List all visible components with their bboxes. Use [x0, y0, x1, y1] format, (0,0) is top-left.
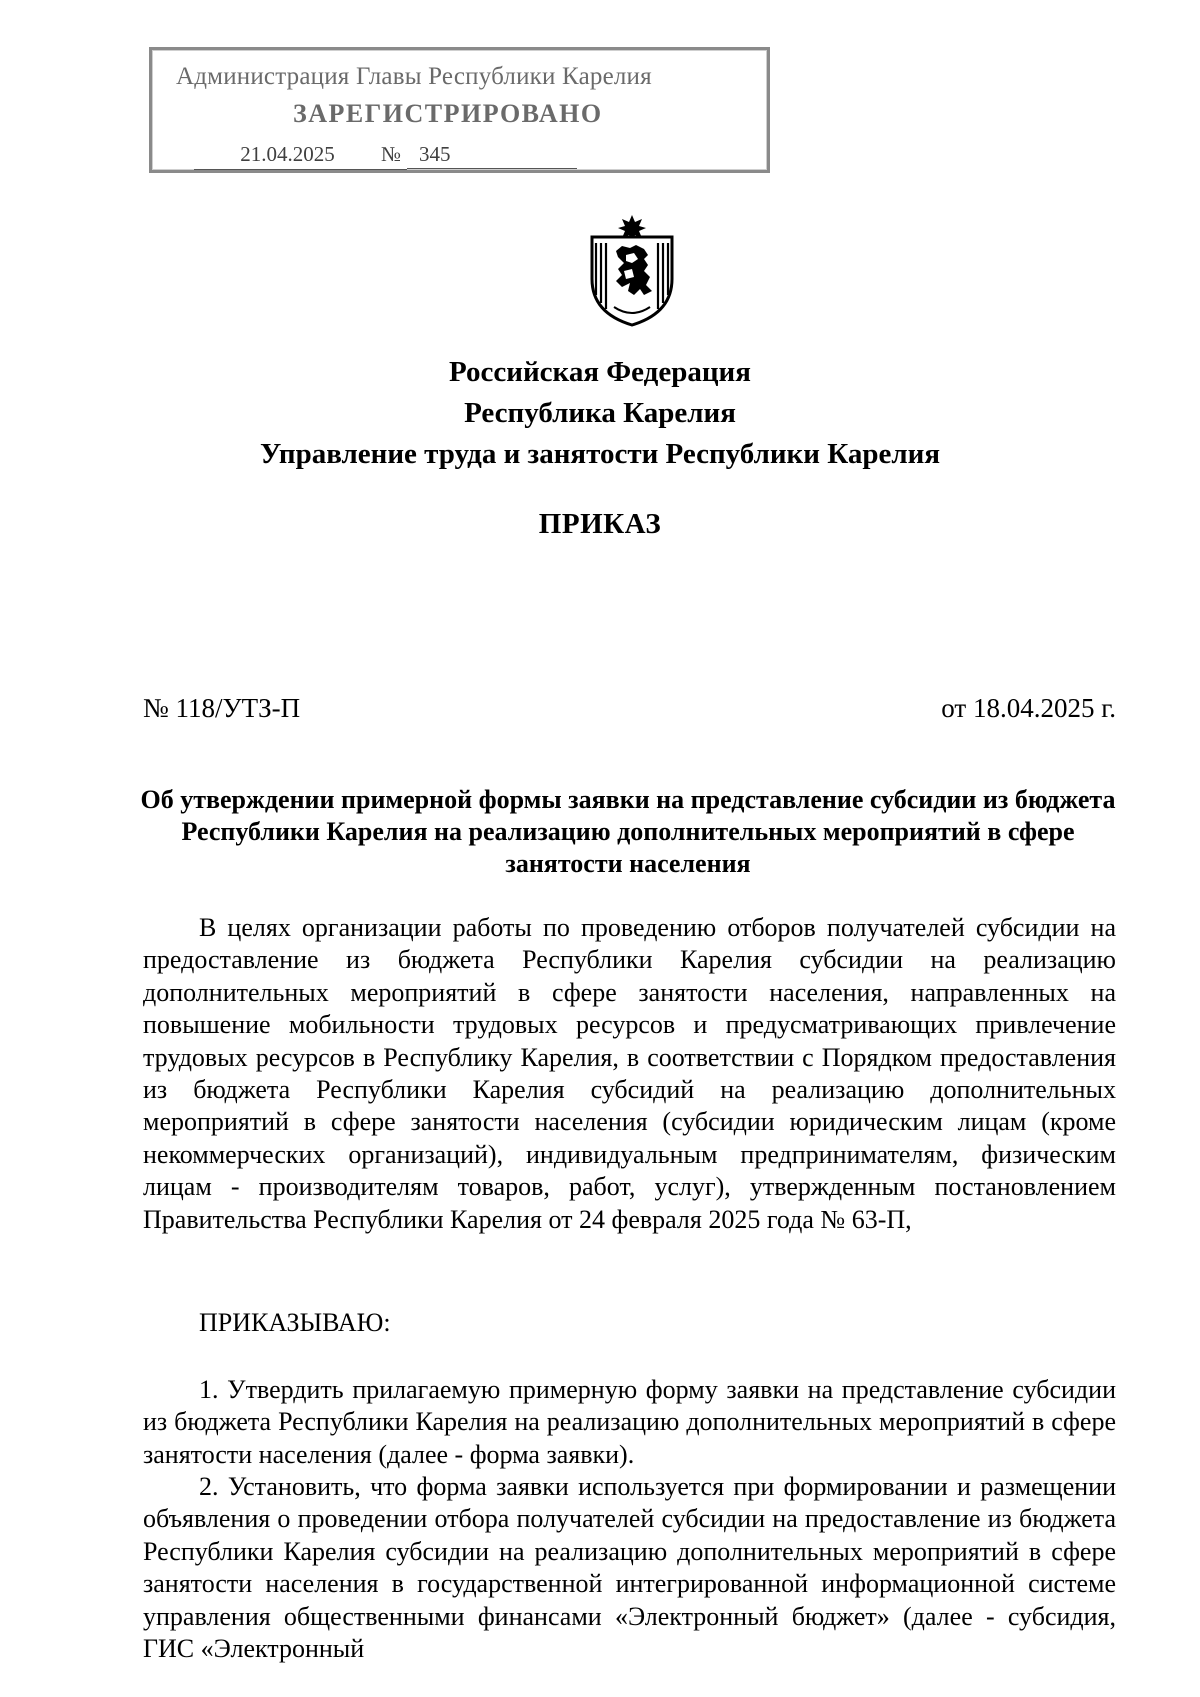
stamp-number: 345: [407, 142, 577, 169]
stamp-admin-label: Администрация Главы Республики Карелия: [176, 63, 652, 90]
header-republic: Республика Карелия: [464, 397, 736, 429]
header-agency: Управление труда и занятости Республики Карелия: [259, 438, 941, 470]
stamp-date: 21.04.2025: [194, 142, 381, 170]
registration-stamp: [149, 47, 770, 173]
stamp-registration-line: [194, 142, 577, 170]
doc-type: ПРИКАЗ: [538, 508, 662, 540]
order-word: ПРИКАЗЫВАЮ:: [199, 1308, 391, 1337]
doc-title: Об утверждении примерной формы заявки на представление субсидии из бюджета Республики Карелия на реализацию дополнительных мероприятий в сфере занятости населения: [140, 785, 1116, 878]
item-2-paragraph: 2. Установить, что форма заявки используется при формировании и размещении объявления о проведении отбора получателей субсидии на предоставление из бюджета Республики Карелия субсидии на реализацию дополнительных мероприятий в сфере занятости населения в государственной интегрированной информационной системе управления общественными финансами «Электронный бюджет» (далее - субсидия, ГИС «Электронный: [143, 1472, 1116, 1664]
doc-date: от 18.04.2025 г.: [941, 693, 1116, 723]
header-country: Российская Федерация: [449, 356, 751, 388]
preamble-paragraph: В целях организации работы по проведению отборов получателей субсидии на предоставление из бюджета Республики Карелия субсидии на реализацию дополнительных мероприятий в сфере занятости населения, направленных на повышение мобильности трудовых ресурсов и предусматривающих привлечение трудовых ресурсов в Республику Карелия, в соответствии с Порядком предоставления из бюджета Республики Карелия субсидий на реализацию дополнительных мероприятий в сфере занятости населения (субсидии юридическим лицам (кроме некоммерческих организаций), индивидуальным предпринимателям, физическим лицам - производителям товаров, работ, услуг), утвержденным постановлением Правительства Республики Карелия от 24 февраля 2025 года № 63-П,: [143, 913, 1116, 1234]
stamp-registered-label: ЗАРЕГИСТРИРОВАНО: [293, 99, 603, 128]
item-1-paragraph: 1. Утвердить прилагаемую примерную форму заявки на представление субсидии из бюджета Республики Карелия на реализацию дополнительных мероприятий в сфере занятости населения (далее - форма заявки).: [143, 1375, 1116, 1469]
doc-number: № 118/УТЗ-П: [143, 693, 301, 723]
stamp-number-sign: №: [381, 142, 407, 170]
karelia-coat-of-arms-icon: [586, 215, 678, 327]
